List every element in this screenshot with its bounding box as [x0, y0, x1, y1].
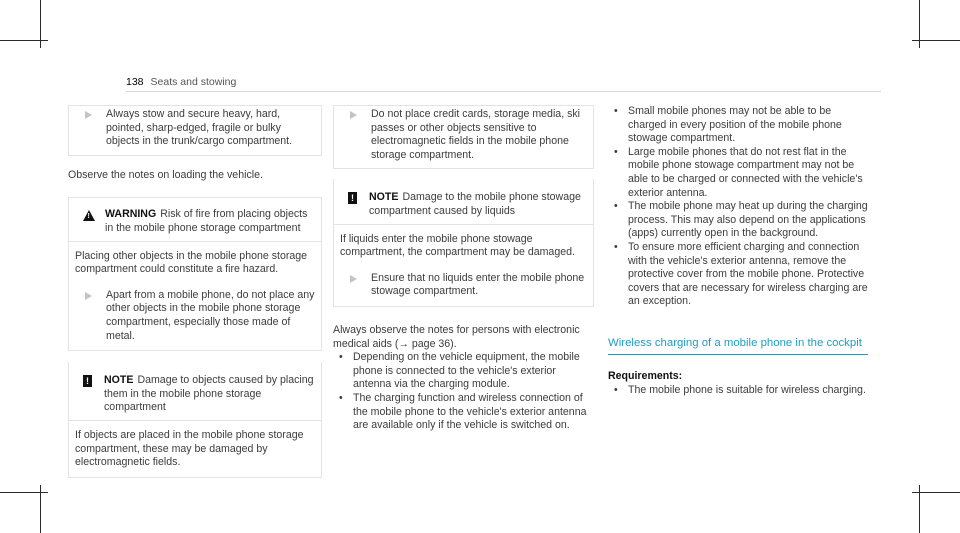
- column-1: [68, 105, 322, 478]
- note-body-text: If objects are placed in the mobile phone storage compartment, these may be damaged by electromagnetic fields.: [75, 428, 304, 469]
- section-title: Wireless charging of a mobile phone in the cockpit: [608, 336, 868, 356]
- list-item: • The charging function and wireless connection of the mobile phone to the vehicle's exterior antenna are available only if the vehicle is switched on.: [333, 392, 594, 433]
- warning-body-text: Placing other objects in the mobile phone storage compartment could constitute a fire hazard.: [75, 249, 308, 276]
- list-item-text: Large mobile phones that do not rest flat in the mobile phone stowage compartment may not be able to be charged or connected with the vehicle's exterior antenna.: [628, 145, 863, 199]
- instruction-box: [333, 105, 594, 169]
- note-body-text: If liquids enter the mobile phone stowage compartment, the compartment may be damaged.: [340, 232, 575, 259]
- page-header: [126, 76, 236, 90]
- arrow-icon: [85, 111, 92, 119]
- crop-mark: [912, 40, 960, 41]
- column-2: [333, 105, 594, 433]
- notice-icon: !: [348, 192, 357, 204]
- requirements-list: [608, 384, 868, 398]
- note-keyword: NOTE: [104, 374, 134, 387]
- column-3: [608, 105, 868, 398]
- arrow-icon: [350, 111, 357, 119]
- crop-mark: [0, 492, 48, 493]
- warning-text: Risk of fire from placing objects in the mobile phone storage compartment: [105, 208, 308, 234]
- note-box: [333, 179, 594, 307]
- list-item-text: The mobile phone is suitable for wireless charging.: [628, 384, 866, 396]
- crop-mark: [0, 40, 48, 41]
- notice-icon: !: [83, 375, 92, 387]
- observe-text: Always observe the notes for persons with electronic medical aids (→ page 36).: [333, 323, 580, 350]
- section-name: Seats and stowing: [150, 76, 237, 88]
- warning-keyword: WARNING: [105, 208, 157, 221]
- instruction-text: Always stow and secure heavy, hard, pointed, sharp-edged, fragile or bulky objects in the trunk/cargo compartment.: [106, 108, 293, 148]
- note-text: Damage to objects caused by placing them in the mobile phone storage compartment: [104, 374, 314, 414]
- arrow-icon: [350, 275, 357, 283]
- list-item-text: The charging function and wireless connection of the mobile phone to the vehicle's exterior antenna are available only if the vehicle is switched on.: [353, 391, 587, 432]
- instruction-box: [68, 105, 322, 156]
- note-keyword: NOTE: [369, 191, 399, 204]
- note-box: [68, 362, 322, 478]
- bullet-list: [608, 105, 868, 309]
- instruction-step: [340, 108, 587, 162]
- note-step-text: Ensure that no liquids enter the mobile phone stowage compartment.: [371, 271, 585, 298]
- observe-text: Observe the notes on loading the vehicle.: [68, 168, 263, 181]
- note-header: [69, 362, 321, 421]
- instruction-text: Do not place credit cards, storage media, ski passes or other objects sensitive to electromagnetic fields in the mobile phone storage compartment.: [371, 108, 581, 161]
- warning-box: [68, 197, 322, 351]
- list-item-text: Depending on the vehicle equipment, the mobile phone is connected to the vehicle's exterior antenna via the charging module.: [353, 351, 580, 391]
- warning-header: [69, 198, 321, 241]
- instruction-step: [75, 108, 315, 149]
- bullet-list: [333, 351, 594, 433]
- warning-body: [69, 242, 321, 351]
- list-item-text: The mobile phone may heat up during the charging process. This may also depend on the applications (apps) currently open in the background.: [628, 200, 868, 240]
- warning-triangle-icon: !: [83, 210, 95, 221]
- note-text: Damage to the mobile phone stowage compartment caused by liquids: [369, 191, 581, 217]
- requirements-label: Requirements:: [608, 370, 683, 383]
- list-item-text: To ensure more efficient charging and connection with the vehicle's exterior antenna, remove the protective cover from the mobile phone. Protective covers that are necessary for wireless charging are an exception.: [628, 240, 868, 308]
- list-item: • Depending on the vehicle equipment, the mobile phone is connected to the vehicle's exterior antenna via the charging module.: [333, 351, 594, 392]
- note-body: [69, 421, 321, 477]
- note-body: [334, 225, 593, 306]
- arrow-icon: [85, 292, 92, 300]
- warning-step: [75, 289, 315, 343]
- list-item: • The mobile phone is suitable for wireless charging.: [614, 384, 866, 396]
- list-item: • Small mobile phones may not be able to be charged in every position of the mobile phone stowage compartment.: [608, 105, 868, 146]
- page-number: 138: [126, 76, 144, 88]
- list-item: • Large mobile phones that do not rest flat in the mobile phone stowage compartment may not be able to be charged or connected with the vehicle's exterior antenna.: [608, 146, 868, 200]
- header-rule: [126, 91, 881, 92]
- list-item-text: Small mobile phones may not be able to be charged in every position of the mobile phone stowage compartment.: [628, 105, 842, 145]
- note-header: [334, 179, 593, 224]
- list-item: • To ensure more efficient charging and connection with the vehicle's exterior antenna, remove the protective cover from the mobile phone. Protective covers that are necessary for wireless charging are an exception.: [614, 240, 868, 308]
- crop-mark: [912, 492, 960, 493]
- note-step: [340, 272, 587, 299]
- list-item: • The mobile phone may heat up during the charging process. This may also depend on the applications (apps) currently open in the background.: [614, 200, 868, 240]
- warning-step-text: Apart from a mobile phone, do not place any other objects in the mobile phone storage compartment, especially those made of metal.: [106, 288, 315, 342]
